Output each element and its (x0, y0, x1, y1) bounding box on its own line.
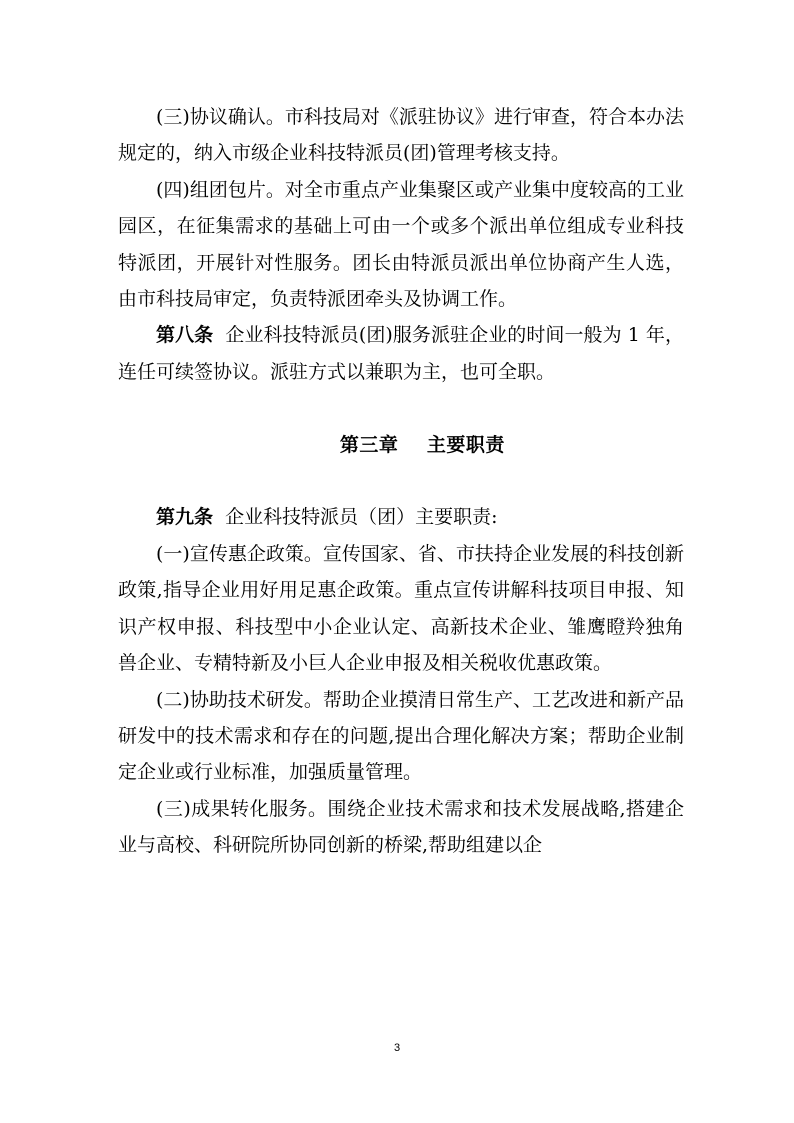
document-body (118, 99, 684, 864)
paragraph-text: (四)组团包片。对全市重点产业集聚区或产业集中度较高的工业园区，在征集需求的基础上可由一个或多个派出单位组成专业科技特派团，开展针对性服务。团长由特派员派出单位协商产生人选，由市科技局审定，负责特派团牵头及协调工作。 (118, 178, 684, 311)
paragraph-achievement-transfer (118, 791, 684, 864)
page-number: 3 (393, 1042, 401, 1054)
paragraph-text: (一)宣传惠企政策。宣传国家、省、市扶持企业发展的科技创新政策,指导企业用好用足惠企政策。重点宣传讲解科技项目申报、知识产权申报、科技型中小企业认定、高新技术企业、雏鹰瞪羚独角兽企业、专精特新及小巨人企业申报及相关税收优惠政策。 (118, 542, 684, 675)
paragraph-text: (二)协助技术研发。帮助企业摸清日常生产、工艺改进和新产品研发中的技术需求和存在的问题,提出合理化解决方案；帮助企业制定企业或行业标准，加强质量管理。 (118, 688, 684, 784)
paragraph-article-9 (118, 499, 684, 535)
paragraph-policy-promotion (118, 536, 684, 682)
paragraph-rd-assistance (118, 682, 684, 791)
paragraph-text: 企业科技特派员（团）主要职责: (213, 506, 498, 529)
paragraph-team-grouping (118, 172, 684, 318)
article-number: 第九条 (156, 506, 214, 529)
chapter-heading-text: 第三章 主要职责 (339, 433, 505, 456)
paragraph-article-8 (118, 317, 684, 390)
chapter-heading (118, 390, 684, 499)
paragraph-agreement-confirmation (118, 99, 684, 172)
article-number: 第八条 (156, 324, 214, 347)
paragraph-text: 企业科技特派员(团)服务派驻企业的时间一般为 1 年，连任可续签协议。派驻方式以兼职为主，也可全职。 (118, 324, 684, 383)
paragraph-text: (三)成果转化服务。围绕企业技术需求和技术发展战略,搭建企业与高校、科研院所协同创新的桥梁,帮助组建以企 (118, 797, 684, 857)
paragraph-text: (三)协议确认。市科技局对《派驻协议》进行审查，符合本办法规定的，纳入市级企业科技特派员(团)管理考核支持。 (118, 106, 684, 165)
